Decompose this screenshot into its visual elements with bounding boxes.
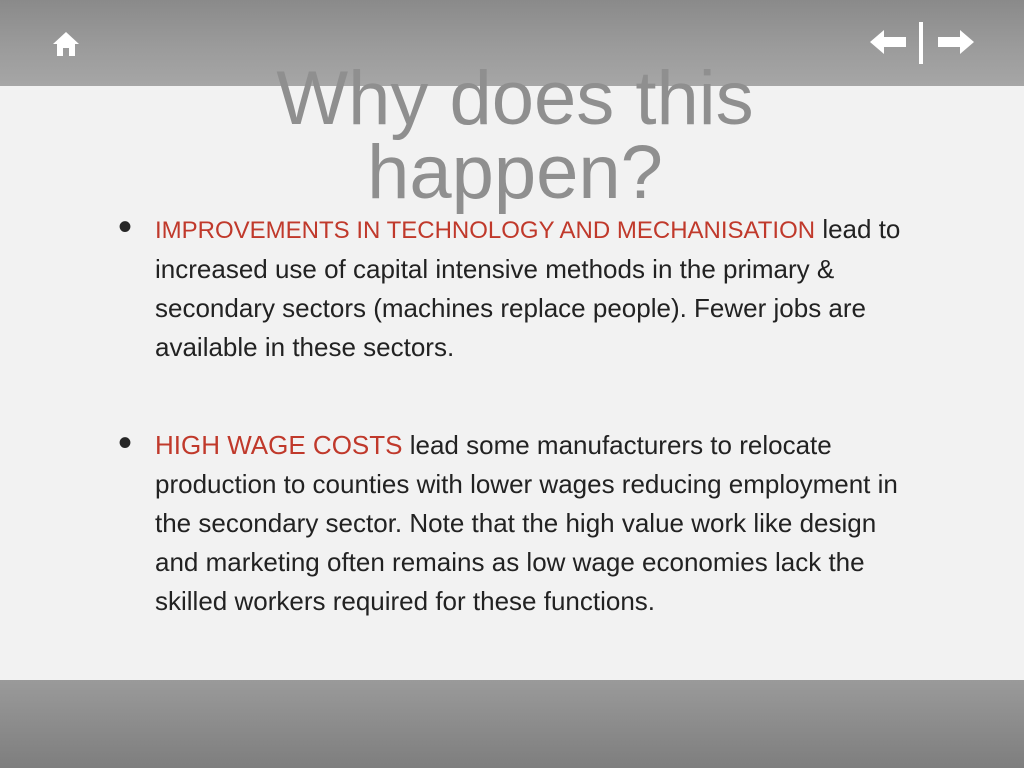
slide-title: Why does this happen?	[276, 56, 754, 215]
home-icon[interactable]	[50, 28, 82, 60]
bottom-bar	[0, 680, 1024, 768]
bullet-highlight: IMPROVEMENTS IN TECHNOLOGY AND MECHANISATION	[155, 217, 816, 244]
bullet-text	[118, 205, 918, 367]
bullet-dot-icon: •	[118, 421, 133, 465]
bullet-item	[118, 205, 918, 367]
divider-icon	[917, 22, 925, 64]
bullet-body: lead some manufacturers to relocate production to counties with lower wages reducing employment in the secondary sector. Note that the high value work like design and marketing often remains as low wage economies lack the skilled workers required for these functions.	[155, 430, 898, 616]
bullet-dot-icon: •	[118, 205, 133, 249]
bullet-body: lead to increased use of capital intensive methods in the primary & secondary sectors (machines replace people). Fewer jobs are available in these sectors.	[155, 214, 901, 362]
bullet-item	[118, 421, 918, 621]
bullet-text	[118, 421, 918, 621]
next-arrow-icon[interactable]	[934, 28, 976, 56]
back-arrow-icon[interactable]	[868, 28, 910, 56]
bullet-highlight: HIGH WAGE COSTS	[155, 430, 403, 460]
